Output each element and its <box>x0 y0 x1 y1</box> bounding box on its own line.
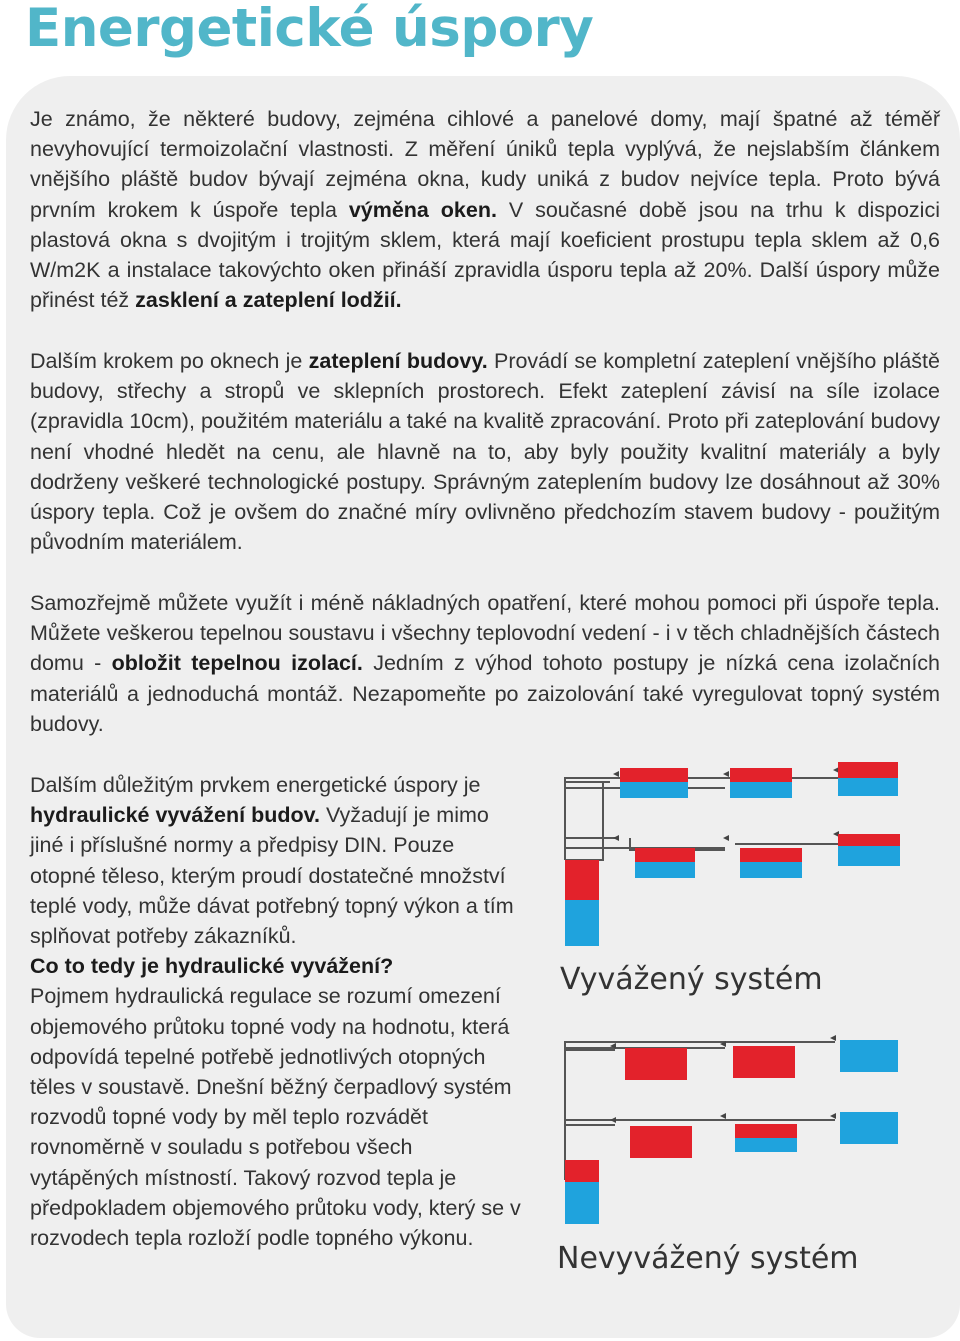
caption-unbalanced-system: Nevyvážený systém <box>557 1241 859 1276</box>
paragraph-text: V současné době jsou na trhu k dispozici plastová okna s dvojitým i trojitým sklem, která mají koeficient prostupu tepla sklem až 0,6 W/m2K a instalace takovýchto oken přináší zpravidla úsporu tepla až 20%. Další úspory může přinést též <box>30 197 940 313</box>
radiator-cold <box>838 778 898 796</box>
riser-radiator-hot <box>565 860 599 900</box>
page-title: Energetické úspory <box>25 0 594 59</box>
question-heading: Co to tedy je hydraulické vyvážení? <box>30 954 394 979</box>
radiator-hot <box>630 1126 692 1158</box>
highlight-hydraulic-balancing: hydraulické vyvážení budov. <box>30 803 320 828</box>
radiator-cold <box>838 846 900 866</box>
paragraph-insulation <box>30 346 940 557</box>
paragraph-text: Provádí se kompletní zateplení vnějšího pláště budovy, střechy a stropů ve sklepních prostorech. Efekt zateplení závisí na síle izolace (zpravidla 10cm), použitém materiálu a také na kvalitě zpracování. Proto při zateplování budovy není vhodné hledět na cenu, ale hlavně na to, aby byly použity kvalitní materiály a byly dodrženy veškeré technologické postupy. Správným zateplením budovy lze dosáhnout až 30% úspory tepla. Což je ovšem do značné míry ovlivněno předchozím stavem budovy - použitým původním materiálem. <box>30 349 940 555</box>
highlight-loggia-insulation: zasklení a zateplení lodžií. <box>135 288 402 313</box>
paragraph-text: Vyžadují je mimo jiné i příslušné normy a předpisy DIN. Pouze otopné těleso, kterým proudí dostatečné množství teplé vody, může dávat potřebný topný výkon a tím splňovat potřeby zákazníků. <box>30 803 514 949</box>
riser-radiator-hot <box>565 1160 599 1182</box>
radiator-hot <box>733 1046 795 1078</box>
balanced-system-diagram <box>555 760 915 955</box>
paragraph-hydraulic-balancing <box>30 770 525 1253</box>
paragraph-text: Pojmem hydraulická regulace se rozumí omezení objemového průtoku topné vody na hodnotu, která odpovídá tepelné potřebě jednotlivých otopných těles v soustavě. Dnešní běžný čerpadlový systém rozvodů topné vody by měl teplo rozvádět rovnoměrně v souladu s potřebou všech vytápěných místností. Takový rozvod tepla je předpokladem objemového průtoku vody, který se v rozvodech tepla rozloží podle topného výkonu. <box>30 984 521 1251</box>
radiator-cold <box>735 1138 797 1152</box>
radiator-cold <box>840 1112 898 1144</box>
radiator-cold <box>840 1040 898 1072</box>
paragraph-windows <box>30 104 940 315</box>
radiator-cold <box>740 862 802 878</box>
radiator-hot <box>625 1048 687 1080</box>
paragraph-text: Dalším krokem po oknech je <box>30 349 309 373</box>
paragraph-text: Jedním z výhod tohoto postupy je nízká cena izolačních materiálů a jednoduchá montáž. Nezapomeňte po zaizolování také vyregulovat topný systém budovy. <box>30 651 940 736</box>
paragraph-pipe-insulation <box>30 588 940 739</box>
highlight-window-replacement: výměna oken. <box>348 197 497 222</box>
unbalanced-system-diagram <box>555 1020 915 1230</box>
highlight-building-insulation: zateplení budovy. <box>308 349 488 373</box>
radiator-cold <box>620 782 688 798</box>
paragraph-text: Samozřejmě můžete využít i méně nákladných opatření, které mohou pomoci při úspoře tepla. Můžete veškerou tepelnou soustavu i všechny teplovodní vedení - i v těch chladnějších částech domu - <box>30 591 940 676</box>
paragraph-text: Je známo, že některé budovy, zejména cihlové a panelové domy, mají špatné až téměř nevyhovující termoizolační vlastnosti. Z měření úniků tepla vyplývá, že nejslabším článkem vnějšího pláště budov bývají zejména okna, kudy uniká z budov nejvíce tepla. Proto bývá prvním krokem k úspoře tepla <box>30 107 940 222</box>
pipe-lines <box>565 778 840 860</box>
radiator-cold <box>635 862 695 878</box>
caption-balanced-system: Vyvážený systém <box>560 962 823 997</box>
paragraph-text: Dalším důležitým prvkem energetické úspory je <box>30 773 481 797</box>
highlight-pipe-insulation: obložit tepelnou izolací. <box>111 651 363 676</box>
radiator-cold <box>730 782 792 798</box>
